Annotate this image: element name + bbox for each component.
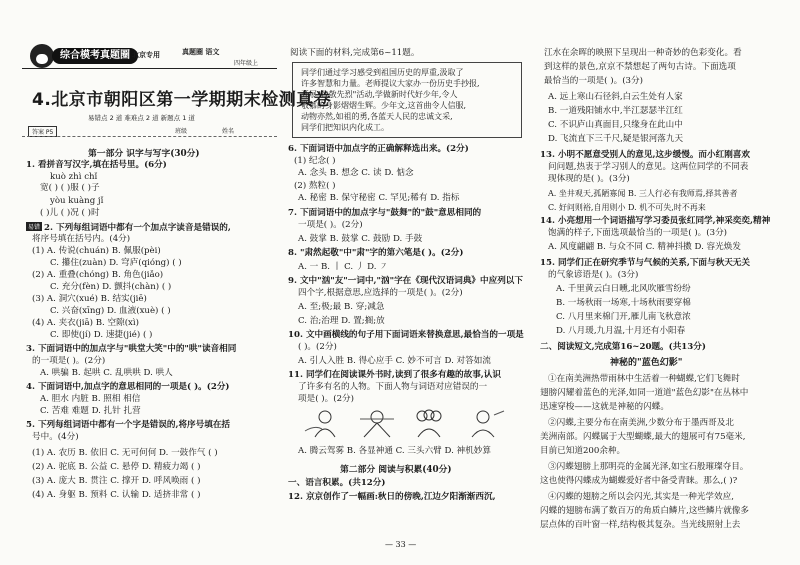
- page-header: [22, 44, 277, 74]
- passage-line: 目前已知道200余种。: [540, 446, 626, 456]
- q12-option-b: B. 一道残阳铺水中,半江瑟瑟半江红: [548, 106, 683, 116]
- character-illustration-4: [458, 407, 508, 439]
- material-line: 开展"致敬先烈"活动,学做新时代好少年,令人: [301, 90, 458, 99]
- q13-options-1: A. 坐井观天,孤陋寡闻 B. 三人行必有我师焉,择其善者: [548, 189, 738, 198]
- q5-line-2: (2) A. 驼底 B. 公益 C. 悬停 D. 精疲力竭 ( ): [32, 462, 201, 472]
- passage-line: 美洲南部。闪蝶属于大型蝴蝶,最大的翅展可有75毫米,: [540, 432, 746, 442]
- q11-text-c: 项是( )。(2分): [298, 394, 354, 404]
- section2-heading: 二、阅读短文,完成第16~20题。(共13分): [540, 342, 706, 352]
- q1-row-1: 宽( ) ( )服 ( )子: [40, 183, 100, 193]
- name-label: 姓名: [222, 128, 235, 135]
- q8-text: 8. "肃然起敬"中"肃"字的第六笔是( )。(2分): [288, 248, 464, 258]
- series-banner: 综合模考真题圈: [52, 48, 138, 64]
- q6-text: 6. 下面词语中加点字的正确解释选出来。(2分): [288, 144, 469, 154]
- part2-heading: 第二部分 阅读与积累(40分): [340, 465, 452, 475]
- q10-text: 10. 文中画横线的句子用下面词语来替换意思,最恰当的一项是: [288, 330, 524, 340]
- q15-option-a: A. 千里黄云白日曛,北风吹雁雪纷纷: [556, 284, 691, 294]
- passage-line: 迅速穿梭——这就是神秘的闪蝶。: [540, 402, 669, 412]
- q6-sub-1-options: A. 念头 B. 想念 C. 读 D. 惦念: [298, 168, 414, 178]
- q6-sub-1: (1) 纪念( ): [294, 156, 336, 166]
- q15-option-d: D. 八月瑗,九月温,十月还有小阳春: [556, 326, 686, 336]
- q15-option-b: B. 一场秋雨一场寒,十场秋雨要穿棉: [556, 298, 691, 308]
- passage-line: 这也使得闪蝶成为蝴蝶爱好者中备受青睐。那么,( )?: [540, 476, 738, 486]
- q2-line-3: (2) A. 重叠(chóng) B. 角色(jiǎo): [32, 270, 164, 280]
- q12-text: 12. 京京创作了一幅画:秋日的傍晚,江边夕阳渐渐西沉,: [288, 492, 496, 502]
- q8-options: A. 一 B. 丨 C. 丿 D. ㇇: [298, 262, 388, 272]
- answer-tag: 答案 P5: [28, 126, 57, 137]
- section1-heading: 一、语言积累。(共12分): [288, 478, 386, 488]
- q3-options: A. 哄骗 B. 起哄 C. 乱哄哄 D. 哄人: [40, 368, 173, 378]
- q5-text: 5. 下列每组词语中都有一个字是错误的,将序号填在括: [26, 420, 231, 430]
- q12-option-c: C. 不识庐山真面目,只缘身在此山中: [548, 120, 683, 130]
- q13-text: 13. 小明不愿意受别人的意见,这步缓慢。而小红刚喜欢: [540, 150, 750, 160]
- q6-sub-2-options: A. 秘密 B. 保守秘密 C. 罕见;稀有 D. 指标: [298, 193, 460, 203]
- q2-line-2: C. 攥住(zuàn) D. 穹庐(qióng) ( ): [50, 258, 182, 268]
- q1-row-2: ( )儿 ( )况 ( )时: [40, 208, 100, 218]
- q5-text-b: 号中。(4分): [32, 432, 79, 442]
- material-line: 许多智慧和力量。老师提议大家办一份历史手抄报,: [301, 79, 480, 88]
- q2-text: 易错 2. 下列每组词语中都有一个加点字读音是错误的,: [28, 223, 231, 233]
- q11-text: 11. 同学们在阅读课外书时,读到了很多有趣的故事,认识: [288, 370, 501, 380]
- passage-line: ③闪蝶翅膀上那明亮的金属光泽,如宝石般璀璨夺目。: [548, 462, 749, 472]
- q9-text-b: 四个字,根据意思,应选择的一项是( )。(2分): [298, 288, 463, 298]
- q12-option-d: D. 飞流直下三千尺,疑是银河落九天: [548, 134, 684, 144]
- character-illustration-1: [300, 407, 350, 439]
- q7-options: A. 鼓掌 B. 鼓掌 C. 鼓励 D. 手鼓: [298, 234, 423, 244]
- reading-intro: 阅读下面的材料,完成第6~11题。: [290, 48, 420, 58]
- passage-line: 翅膀闪耀着蓝色的光泽,如同一道道"蓝色幻影"在丛林中: [540, 388, 749, 398]
- q11-options: A. 腾云驾雾 B. 各显神通 C. 三头六臂 D. 神机妙算: [298, 446, 491, 456]
- material-box: [292, 62, 522, 138]
- passage-title: 神秘的"蓝色幻影": [610, 358, 683, 368]
- passage-line: 层点体的百叶窗一样,结构极其复杂。当光线照射上去: [540, 520, 741, 530]
- q7-text: 7. 下面词语中的加点字与"鼓舞"的"鼓"意思相同的: [288, 208, 482, 218]
- q12-option-a: A. 远上寒山石径斜,白云生处有人家: [548, 92, 683, 102]
- cartoon-logo-icon: [30, 44, 54, 68]
- dashed-divider: [22, 136, 277, 137]
- material-line: 动物亦然,如祖的勇,各蓝天人民的忠诚文采,: [301, 112, 453, 121]
- q9-options-1: A. 至;极;最 B. 穿;减急: [298, 302, 385, 312]
- q5-line-3: (3) A. 庞大 B. 贯注 C. 撑开 D. 呼风唤雨 ( ): [32, 476, 201, 486]
- region-label: 北京专用: [132, 51, 160, 59]
- q12-cont-3: 最恰当的一项是( )。(3分): [544, 76, 643, 86]
- q1-text: 1. 看拼音写汉字,填在括号里。(6分): [26, 160, 167, 170]
- q14-text-b: 饱满的样子,下面选项最恰当的一项是( )。(3分): [548, 228, 728, 238]
- q2-line-8: C. 即使(jí) D. 速捷(jié) ( ): [50, 330, 153, 340]
- q2-line-5: (3) A. 洞穴(xué) B. 结实(jiē): [32, 294, 147, 304]
- hard-tag: 易错: [28, 224, 41, 231]
- q10-text-b: ( )。(2分): [298, 342, 337, 352]
- q4-text: 4. 下面词语中,加点字的意思相同的一项是( )。(2分): [26, 382, 230, 392]
- page-title: 4.北京市朝阳区第一学期期末检测真卷: [32, 90, 332, 110]
- q2-line-6: C. 兴奋(xīng) D. 血液(xuè) ( ): [50, 306, 171, 316]
- material-line: 同学们通过学习感受到祖国历史的厚重,汲取了: [301, 68, 464, 77]
- q9-text: 9. 文中"汹"友"一词中,"汹"字在《现代汉语词典》中应列以下: [288, 276, 523, 286]
- q15-option-c: C. 八月里来棉门开,雁儿南飞秋意浓: [556, 312, 691, 322]
- q2-line-4: C. 充分(fèn) D. 颤抖(chàn) ( ): [50, 282, 172, 292]
- q1-pinyin-1: kuò zhì chǐ: [50, 172, 98, 182]
- q3-text: 3. 下面词语中的加点字与"哄堂大笑"中的"哄"读音相同: [26, 344, 237, 354]
- q5-line-1: (1) A. 农历 B. 依旧 C. 无可何何 D. 一鼓作气 ( ): [32, 448, 218, 458]
- q2-line-1: (1) A. 传说(chuán) B. 佩服(pèi): [32, 246, 161, 256]
- material-line: 同学们把知识内化成工。: [301, 123, 389, 132]
- passage-line: 闪蝶的翅膀布满了数百万的角质白鳞片,这些鳞片就像多: [540, 506, 749, 516]
- q10-options: A. 引人入胜 B. 得心应手 C. 妙不可言 D. 对答如流: [298, 356, 491, 366]
- q11-text-b: 了许多有名的人物。下面人物与词语对应错误的一: [298, 382, 488, 392]
- material-line: 敬慕的身影熠熠生辉。少年文,这首曲令人信服,: [301, 101, 467, 110]
- q4-options-1: A. 胆水 内脏 B. 照相 相信: [40, 394, 141, 404]
- q2-text-b: 将序号填在括号内。(4分): [32, 234, 131, 244]
- q12-cont-2: 到这样的景色,京京不禁想起了两句古诗。下面选项: [544, 62, 736, 72]
- passage-line: ①在南美洲热带雨林中生活着一种蝴蝶,它们飞舞时: [548, 374, 740, 384]
- q4-options-2: C. 苦难 难题 D. 扎针 扎营: [40, 406, 141, 416]
- q9-options-2: C. 治;治理 D. 置;搁;放: [298, 316, 385, 326]
- q13-text-c: 现体现的是( )。(3分): [548, 174, 630, 184]
- q2-line-7: (4) A. 夹衣(jiā) B. 空隙(xì): [32, 318, 140, 328]
- q1-pinyin-2: yòu kuàng jǐ: [50, 196, 104, 206]
- q14-options: A. 风度翩翩 B. 与众不同 C. 精神抖擞 D. 容光焕发: [548, 242, 741, 252]
- page-number: — 33 —: [385, 540, 417, 549]
- knowledge-points: 易错点 2 道 难难点 2 道 新题点 1 道: [88, 114, 195, 122]
- q6-sub-2: (2) 熬粒( ): [294, 181, 336, 191]
- passage-line: ②闪蝶,主要分布在南美洲,少数分布于墨西哥及北: [548, 418, 734, 428]
- class-label: 班级: [175, 128, 188, 135]
- passage-line: ④闪蝶的翅膀之所以会闪光,其实是一种光学效应,: [548, 492, 734, 502]
- series-label: 真题圈 语文: [182, 48, 220, 56]
- q14-text: 14. 小亮想用一个词语描写学习委员张红同学,神采奕奕,精神: [540, 216, 771, 226]
- q5-line-4: (4) A. 身躯 B. 预料 C. 认输 D. 适挤非常 ( ): [32, 490, 201, 500]
- part1-heading: 第一部分 识字与写字(30分): [88, 149, 200, 159]
- grade-label: 四年级上: [234, 60, 259, 67]
- q13-text-b: 问问题,热衷于学习别人的意见。这两位同学的不同表: [548, 162, 749, 172]
- q15-text-b: 的气象谚语是( )。(3分): [548, 270, 639, 280]
- q12-cont-1: 江水在余晖的映照下呈现出一种奇妙的色彩变化。看: [544, 48, 742, 58]
- q15-text: 15. 同学们正在研究季节与气候的关系,下面与秋天无关: [540, 258, 750, 268]
- q13-options-2: C. 好问则裕,自用则小 D. 机不可失,时不再来: [548, 203, 706, 212]
- header-divider: [22, 68, 277, 69]
- q7-text-b: 一项是( )。(2分): [298, 220, 363, 230]
- character-illustration-3: [404, 407, 454, 439]
- character-illustration-2: [352, 407, 402, 439]
- q3-text-b: 的一项是( )。(2分): [32, 356, 106, 366]
